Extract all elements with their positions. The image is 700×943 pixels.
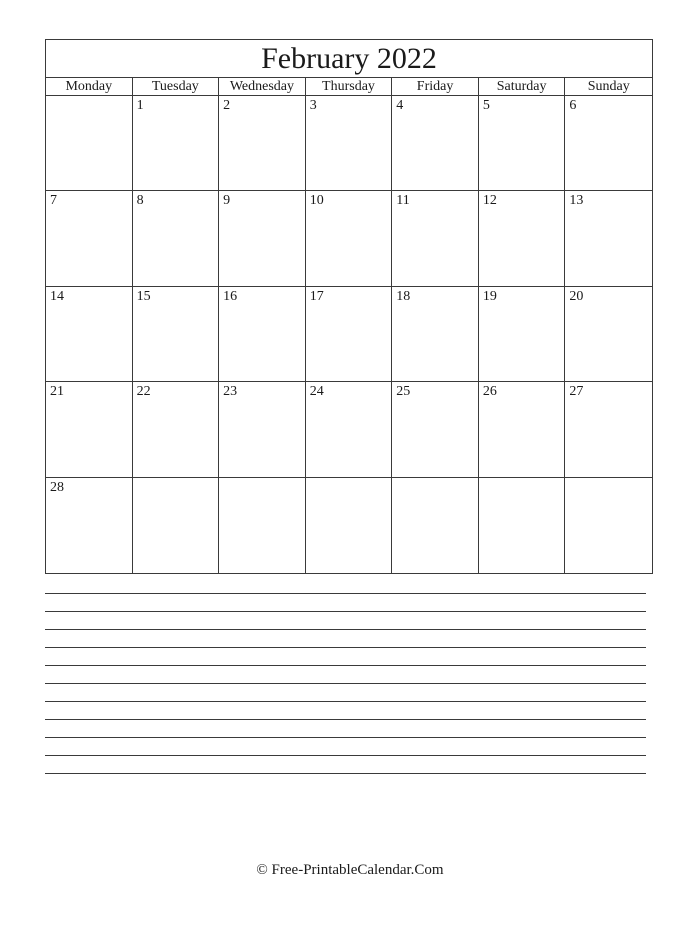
- day-cell: 24: [306, 382, 393, 477]
- day-cell: 3: [306, 96, 393, 191]
- note-line: [45, 755, 646, 756]
- day-cell: [133, 478, 220, 573]
- day-cell: 28: [46, 478, 133, 573]
- note-line: [45, 593, 646, 594]
- day-cell: 25: [392, 382, 479, 477]
- weekday-monday: Monday: [46, 78, 133, 95]
- day-cell: 27: [565, 382, 652, 477]
- footer-credit: © Free-PrintableCalendar.Com: [256, 862, 444, 878]
- day-cell: [219, 478, 306, 573]
- note-line: [45, 647, 646, 648]
- weekday-header-row: [46, 78, 652, 96]
- weekday-thursday: Thursday: [306, 78, 393, 95]
- day-cell: 15: [133, 287, 220, 382]
- day-cell: 11: [392, 191, 479, 286]
- day-cell: 18: [392, 287, 479, 382]
- calendar: [45, 39, 653, 574]
- day-cell: 19: [479, 287, 566, 382]
- day-cell: 16: [219, 287, 306, 382]
- day-cell: 14: [46, 287, 133, 382]
- weekday-saturday: Saturday: [479, 78, 566, 95]
- note-line: [45, 773, 646, 774]
- weekday-wednesday: Wednesday: [219, 78, 306, 95]
- day-cell: 26: [479, 382, 566, 477]
- day-cell: 6: [565, 96, 652, 191]
- weekday-sunday: Sunday: [587, 79, 630, 94]
- day-cell: 12: [479, 191, 566, 286]
- day-cell: 5: [479, 96, 566, 191]
- weekday-friday: Friday: [392, 78, 479, 95]
- note-line: [45, 737, 646, 738]
- day-cell: [565, 478, 652, 573]
- notes-area: [45, 593, 646, 791]
- day-cell: [479, 478, 566, 573]
- month-title: February 2022: [46, 40, 652, 78]
- note-line: [45, 719, 646, 720]
- day-cell: 9: [219, 191, 306, 286]
- note-line: [45, 701, 646, 702]
- day-cell: 13: [565, 191, 652, 286]
- day-cell: 2: [219, 96, 306, 191]
- day-cell: 21: [46, 382, 133, 477]
- day-grid: [46, 96, 652, 573]
- day-cell: 7: [46, 191, 133, 286]
- note-line: [45, 665, 646, 666]
- weekday-tuesday: Tuesday: [133, 78, 220, 95]
- note-line: [45, 683, 646, 684]
- day-cell: [306, 478, 393, 573]
- day-cell: 23: [219, 382, 306, 477]
- day-cell: [46, 96, 133, 191]
- day-cell: 4: [392, 96, 479, 191]
- day-cell: 8: [133, 191, 220, 286]
- day-cell: 17: [306, 287, 393, 382]
- day-cell: 22: [133, 382, 220, 477]
- day-cell: 1: [133, 96, 220, 191]
- day-cell: [392, 478, 479, 573]
- note-line: [45, 611, 646, 612]
- note-line: [45, 629, 646, 630]
- day-cell: 20: [565, 287, 652, 382]
- day-cell: 10: [306, 191, 393, 286]
